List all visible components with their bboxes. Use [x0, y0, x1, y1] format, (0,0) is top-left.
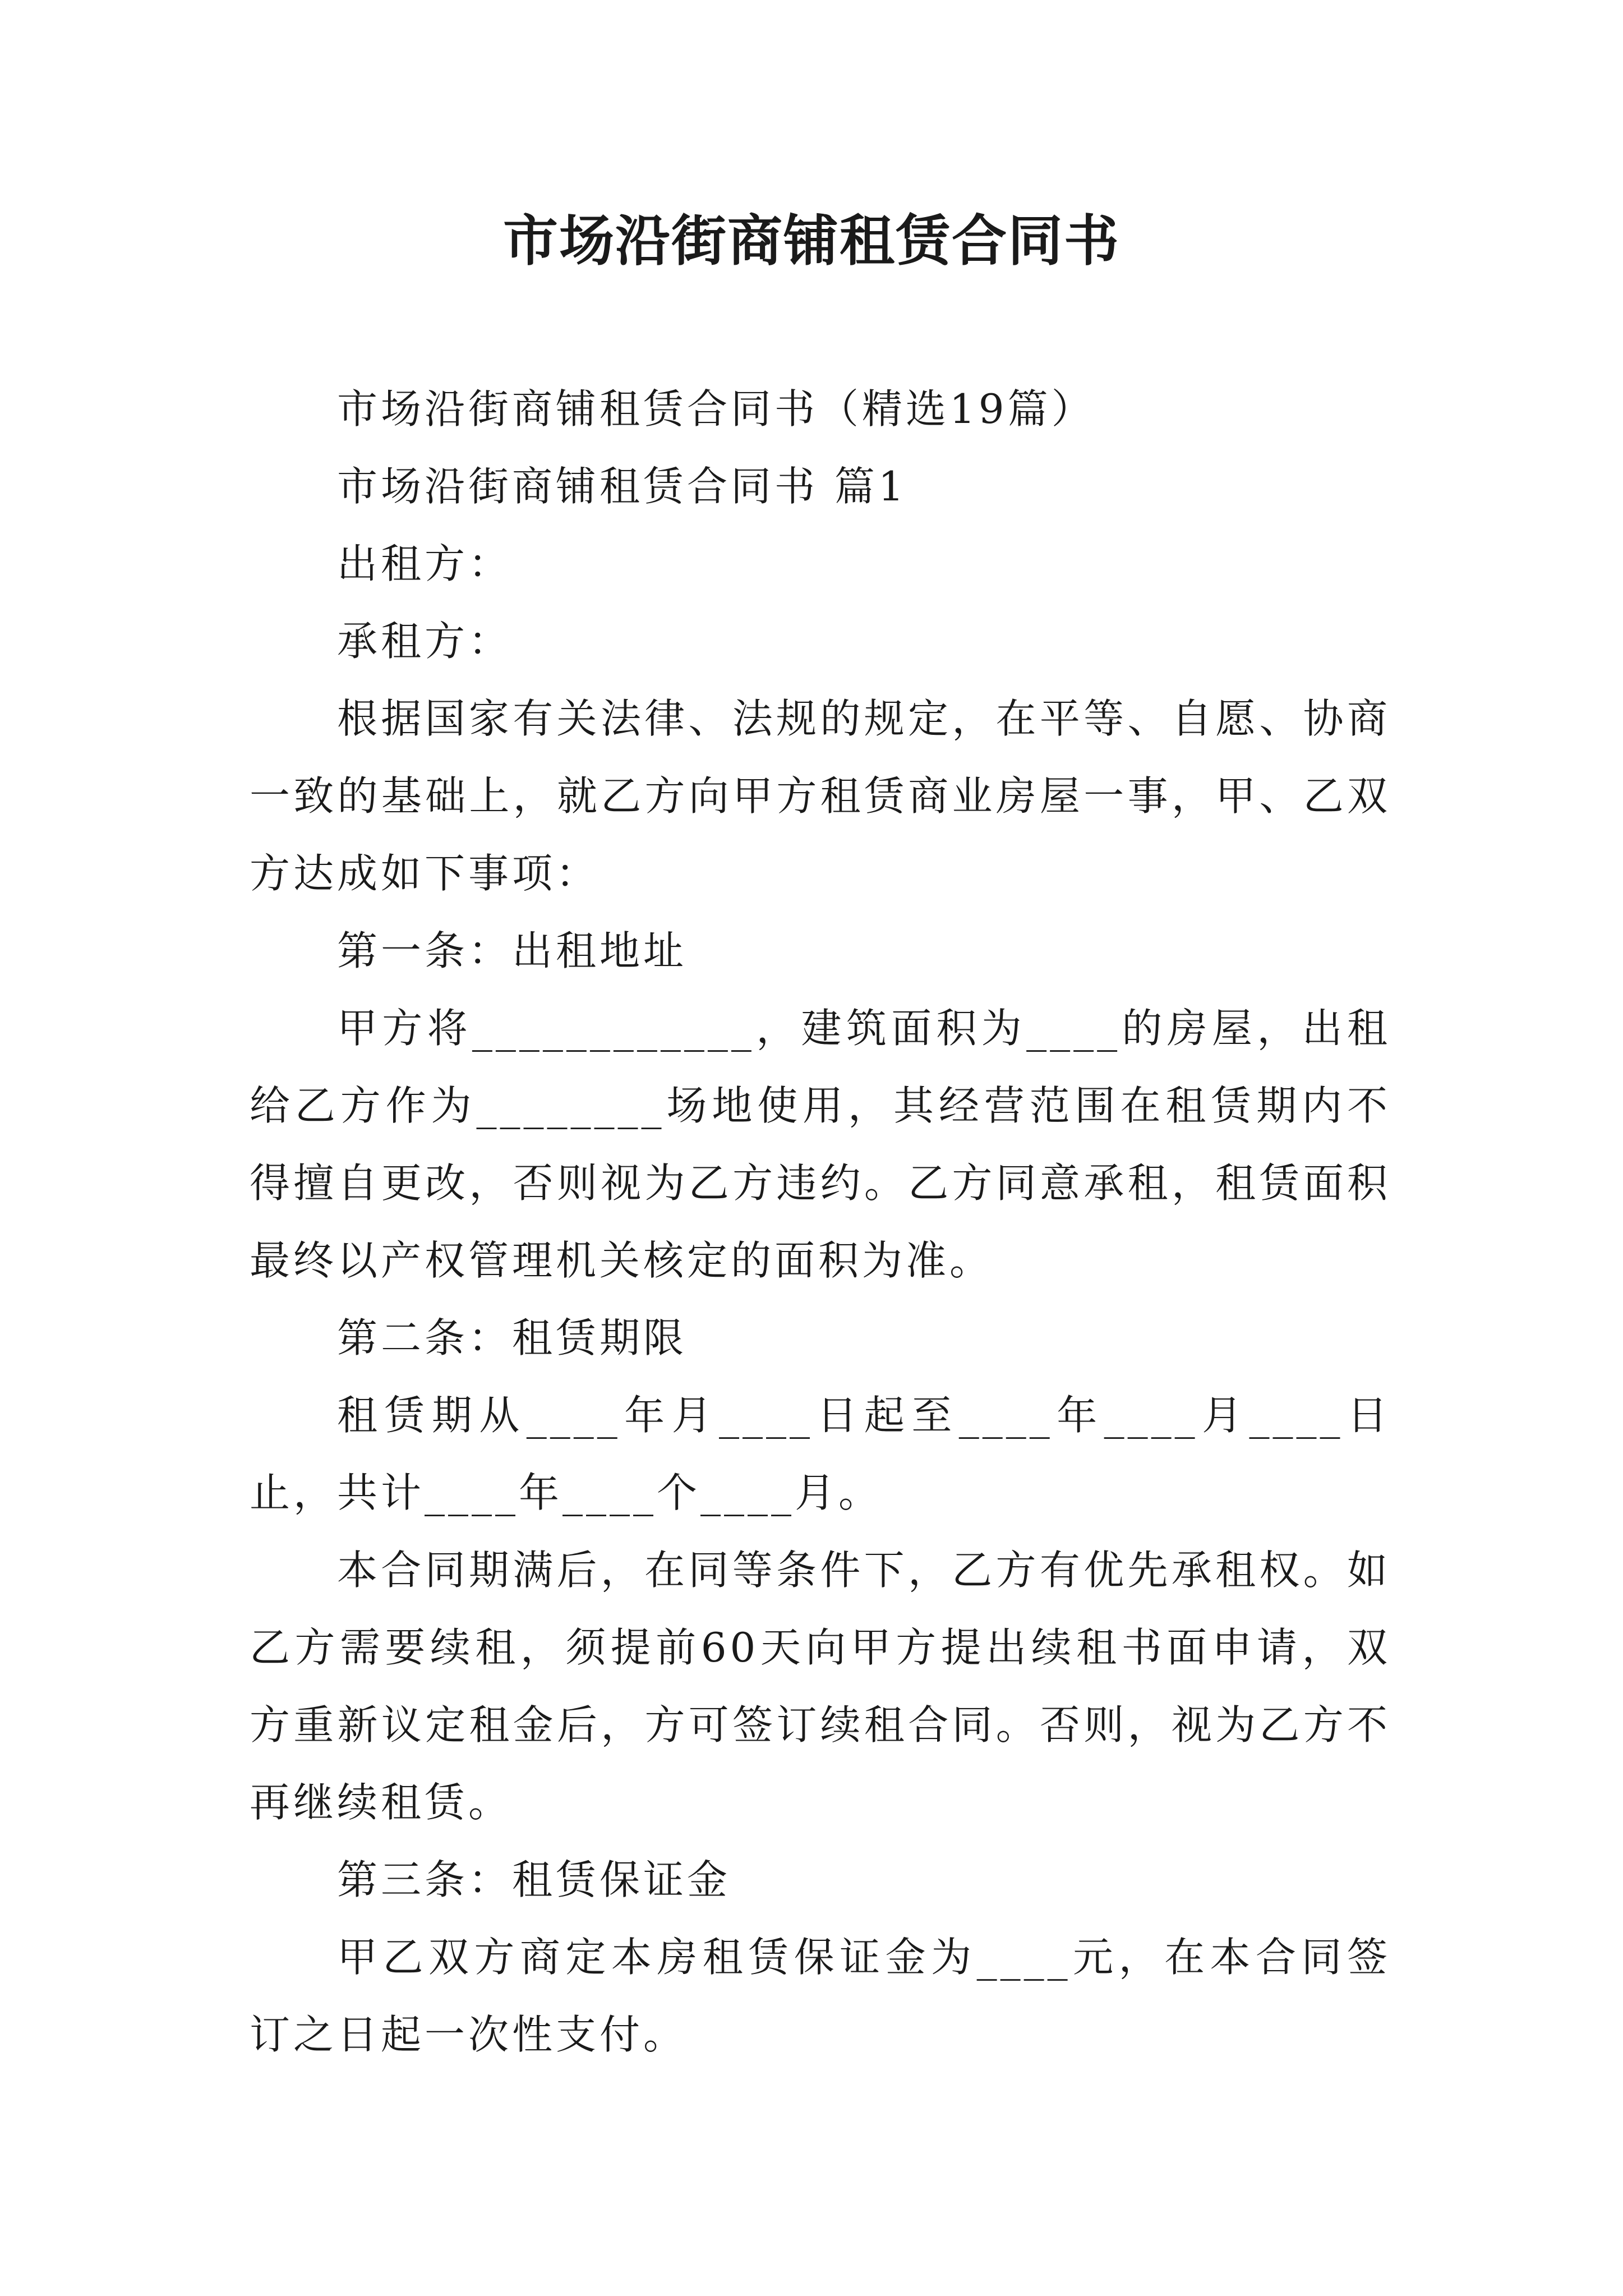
- article-2-heading: 第二条：租赁期限: [337, 1314, 688, 1361]
- paragraph-section-heading: 市场沿街商铺租赁合同书 篇1: [337, 463, 907, 510]
- paragraph-preamble: 根据国家有关法律、法规的规定，在平等、自愿、协商一致的基础上，就乙方向甲方租赁商业房屋一事，甲、乙双方达成如下事项：: [250, 695, 1391, 897]
- article-2-text: 租赁期从____年月____日起至____年____月____日止，共计____年____个____月。: [250, 1392, 1391, 1516]
- paragraph-subtitle: 市场沿街商铺租赁合同书（精选19篇）: [337, 385, 1095, 432]
- article-1-heading: 第一条：出租地址: [337, 927, 688, 974]
- document-body: [250, 370, 1391, 2073]
- article-3-text: 甲乙双方商定本房租赁保证金为____元，在本合同签订之日起一次性支付。: [250, 1934, 1391, 2058]
- article-2-renewal-text: 本合同期满后，在同等条件下，乙方有优先承租权。如乙方需要续租，须提前60天向甲方提出续租书面申请，双方重新议定租金后，方可签订续租合同。否则，视为乙方不再继续租赁。: [250, 1547, 1391, 1826]
- document-title: 市场沿街商铺租赁合同书: [502, 209, 1120, 273]
- article-1-text: 甲方将____________，建筑面积为____的房屋，出租给乙方作为________场地使用，其经营范围在租赁期内不得擅自更改，否则视为乙方违约。乙方同意承租，租赁面积最终以产权管理机关核定的面积为准。: [250, 1005, 1391, 1284]
- paragraph-lessor: 出租方：: [337, 540, 513, 587]
- paragraph-lessee: 承租方：: [337, 618, 513, 665]
- article-3-heading: 第三条：租赁保证金: [337, 1856, 731, 1903]
